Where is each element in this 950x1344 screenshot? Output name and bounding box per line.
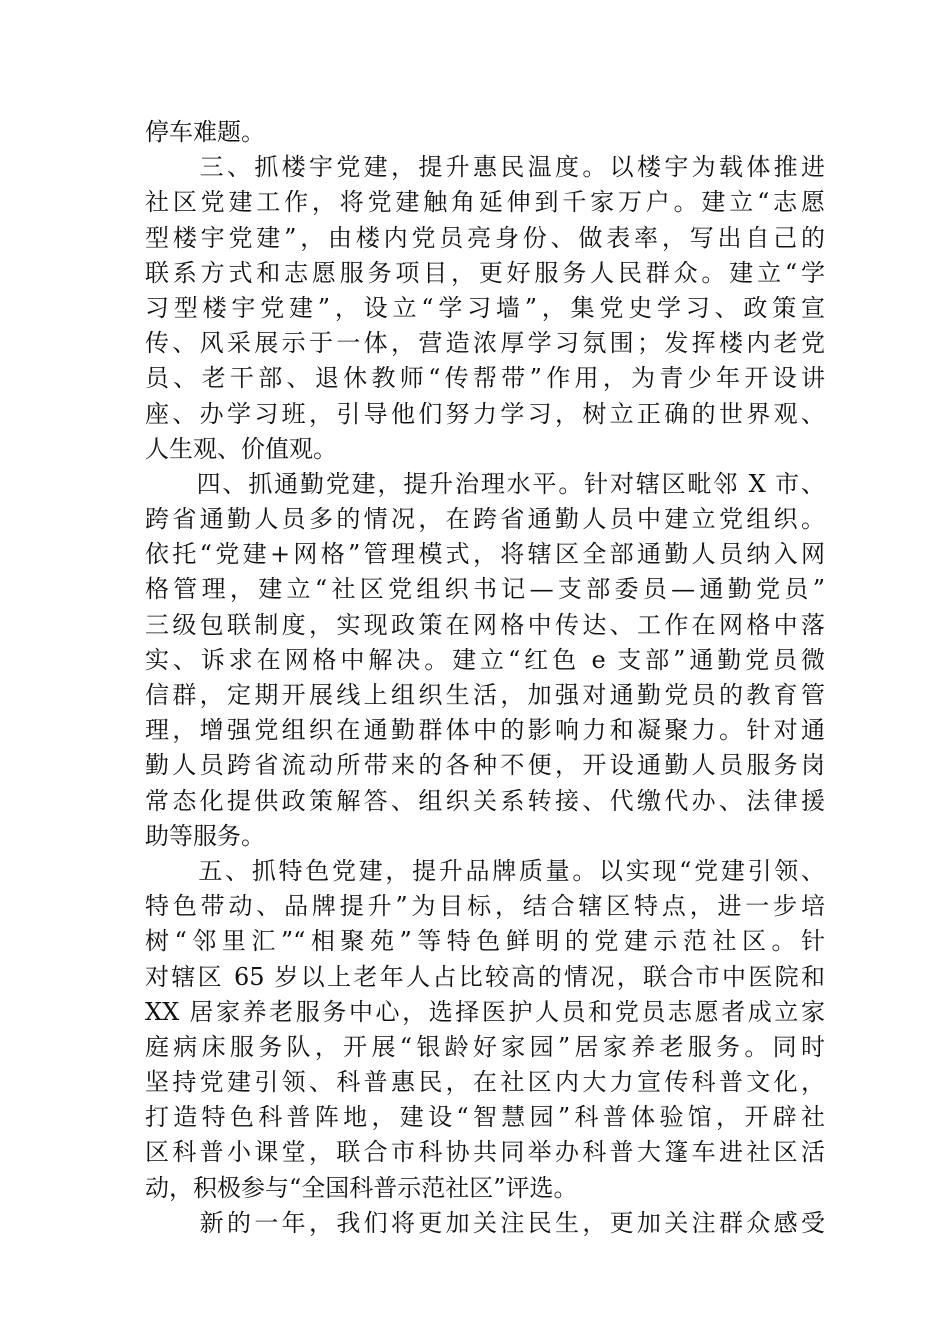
- text-line: 助等服务。: [145, 821, 265, 850]
- text-line: 座、办学习班，引导他们努力学习，树立正确的世界观、: [145, 399, 825, 428]
- text-line: 联系方式和志愿服务项目，更好服务人民群众。建立“学: [145, 258, 825, 287]
- text-line: 动，积极参与“全国科普示范社区”评选。: [145, 1173, 578, 1202]
- text-line: 常态化提供政策解答、组织关系转接、代缴代办、法律援: [145, 786, 825, 815]
- text-line: 人生观、价值观。: [145, 434, 337, 463]
- text-line: 树“邻里汇”“相聚苑”等特色鲜明的党建示范社区。针: [145, 927, 825, 956]
- text-line: 依托“党建+网格”管理模式，将辖区全部通勤人员纳入网: [145, 540, 825, 569]
- text-line: 打造特色科普阵地，建设“智慧园”科普体验馆，开辟社: [145, 1103, 825, 1132]
- text-line: 习型楼宇党建”，设立“学习墙”，集党史学习、政策宣: [145, 293, 825, 322]
- text-line: 三级包联制度，实现政策在网格中传达、工作在网格中落: [145, 610, 825, 639]
- text-line: 传、风采展示于一体，营造浓厚学习氛围；发挥楼内老党: [145, 329, 825, 358]
- text-line: 停车难题。: [145, 118, 265, 146]
- text-line: XX 居家养老服务中心，选择医护人员和党员志愿者成立家: [145, 997, 825, 1026]
- text-line: 格管理，建立“社区党组织书记—支部委员—通勤党员”: [145, 575, 825, 604]
- text-line: 信群，定期开展线上组织生活，加强对通勤党员的教育管: [145, 681, 825, 709]
- text-line: 实、诉求在网格中解决。建立“红色 e 支部”通勤党员微: [145, 645, 825, 674]
- text-line: 员、老干部、退休教师“传帮带”作用，为青少年开设讲: [145, 364, 825, 393]
- text-line: 庭病床服务队，开展“银龄好家园”居家养老服务。同时: [145, 1032, 825, 1061]
- text-line: 五、抓特色党建，提升品牌质量。以实现“党建引领、: [145, 856, 825, 885]
- text-line: 勤人员跨省流动所带来的各种不便，开设通勤人员服务岗: [145, 751, 825, 780]
- text-line: 社区党建工作，将党建触角延伸到千家万户。建立“志愿: [145, 188, 825, 217]
- text-line: 新的一年，我们将更加关注民生，更加关注群众感受: [145, 1208, 825, 1237]
- text-line: 特色带动、品牌提升”为目标，结合辖区特点，进一步培: [145, 892, 825, 921]
- text-line: 区科普小课堂，联合市科协共同举办科普大篷车进社区活: [145, 1138, 825, 1167]
- text-line: 型楼宇党建”，由楼内党员亮身份、做表率，写出自己的: [145, 223, 825, 252]
- text-line: 三、抓楼宇党建，提升惠民温度。以楼宇为载体推进: [145, 153, 825, 182]
- text-line: 跨省通勤人员多的情况，在跨省通勤人员中建立党组织。: [145, 505, 825, 534]
- text-line: 理，增强党组织在通勤群体中的影响力和凝聚力。针对通: [145, 716, 825, 745]
- text-line: 坚持党建引领、科普惠民，在社区内大力宣传科普文化，: [145, 1068, 825, 1097]
- text-line: 对辖区 65 岁以上老年人占比较高的情况，联合市中医院和: [145, 962, 825, 991]
- document-body: [145, 115, 825, 1241]
- text-line: 四、抓通勤党建，提升治理水平。针对辖区毗邻 X 市、: [145, 469, 825, 498]
